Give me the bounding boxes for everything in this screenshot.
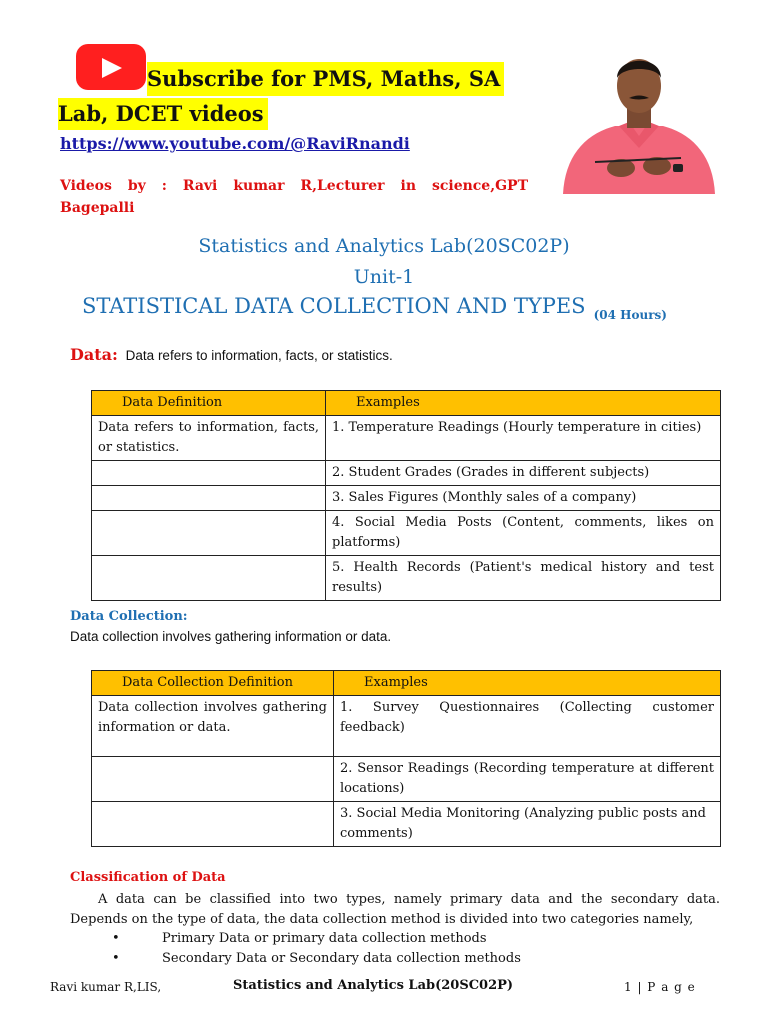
author-byline: Videos by : Ravi kumar R,Lecturer in science,GPT Bagepalli	[60, 178, 528, 216]
data-examples-table	[91, 390, 721, 601]
presenter-photo	[545, 46, 733, 194]
table-cell: 5. Health Records (Patient's medical history and test results)	[326, 556, 721, 601]
table-cell: 2. Sensor Readings (Recording temperature at different locations)	[334, 757, 721, 802]
table-cell: 1. Temperature Readings (Hourly temperature in cities)	[326, 416, 721, 461]
table-cell: 2. Student Grades (Grades in different subjects)	[326, 461, 721, 486]
table-header-cell: Data Definition	[92, 391, 326, 416]
list-item-text: Primary Data or primary data collection methods	[162, 931, 487, 946]
list-item	[112, 931, 487, 946]
table-header-cell: Examples	[334, 671, 721, 696]
table-header-row	[92, 391, 721, 416]
youtube-logo[interactable]	[76, 44, 146, 90]
table-cell	[92, 461, 326, 486]
footer-course: Statistics and Analytics Lab(20SC02P)	[233, 978, 514, 993]
table-row	[92, 556, 721, 601]
table-row	[92, 416, 721, 461]
classification-heading: Classification of Data	[70, 870, 226, 885]
subscribe-banner-line2: Lab, DCET videos	[58, 98, 268, 130]
table-cell: Data refers to information, facts, or statistics.	[92, 416, 326, 461]
table-row	[92, 511, 721, 556]
table-cell: Data collection involves gathering information or data.	[92, 696, 334, 757]
data-definition-line	[70, 345, 393, 364]
table-cell: 3. Sales Figures (Monthly sales of a company)	[326, 486, 721, 511]
table-cell	[92, 802, 334, 847]
data-collection-heading: Data Collection:	[70, 609, 188, 624]
table-cell: 4. Social Media Posts (Content, comments, likes on platforms)	[326, 511, 721, 556]
table-cell	[92, 511, 326, 556]
topic-title	[82, 294, 667, 322]
table-cell: 3. Social Media Monitoring (Analyzing public posts and comments)	[334, 802, 721, 847]
hours-note: (04 Hours)	[593, 308, 667, 322]
table-header-cell: Data Collection Definition	[92, 671, 334, 696]
table-cell	[92, 486, 326, 511]
data-collection-text: Data collection involves gathering information or data.	[70, 629, 392, 644]
table-row	[92, 757, 721, 802]
data-collection-table	[91, 670, 721, 847]
table-cell	[92, 757, 334, 802]
table-header-row	[92, 671, 721, 696]
data-label: Data:	[70, 345, 118, 364]
course-title: Statistics and Analytics Lab(20SC02P)	[198, 235, 570, 257]
table-row	[92, 461, 721, 486]
subscribe-banner-line1: Subscribe for PMS, Maths, SA	[147, 62, 504, 96]
list-item	[112, 951, 521, 966]
table-cell	[92, 556, 326, 601]
youtube-play-icon	[100, 57, 124, 79]
table-row	[92, 696, 721, 757]
table-row	[92, 802, 721, 847]
classification-paragraph: A data can be classified into two types, namely primary data and the secondary data. Depends on the type of data, the data collection method is divided into two categories namely,	[70, 892, 720, 927]
data-definition-text: Data refers to information, facts, or statistics.	[125, 348, 393, 363]
youtube-channel-link[interactable]: https://www.youtube.com/@RaviRnandi	[60, 134, 410, 153]
unit-title: Unit-1	[353, 266, 415, 288]
table-header-cell: Examples	[326, 391, 721, 416]
list-item-text: Secondary Data or Secondary data collection methods	[162, 951, 521, 966]
table-row	[92, 486, 721, 511]
table-cell: 1. Survey Questionnaires (Collecting customer feedback)	[334, 696, 721, 757]
bullet-icon: •	[112, 951, 120, 966]
footer-author: Ravi kumar R,LIS,	[50, 980, 162, 994]
page-number: 1 | P a g e	[624, 980, 696, 994]
bullet-icon: •	[112, 931, 120, 946]
topic-heading: STATISTICAL DATA COLLECTION AND TYPES	[82, 294, 586, 318]
